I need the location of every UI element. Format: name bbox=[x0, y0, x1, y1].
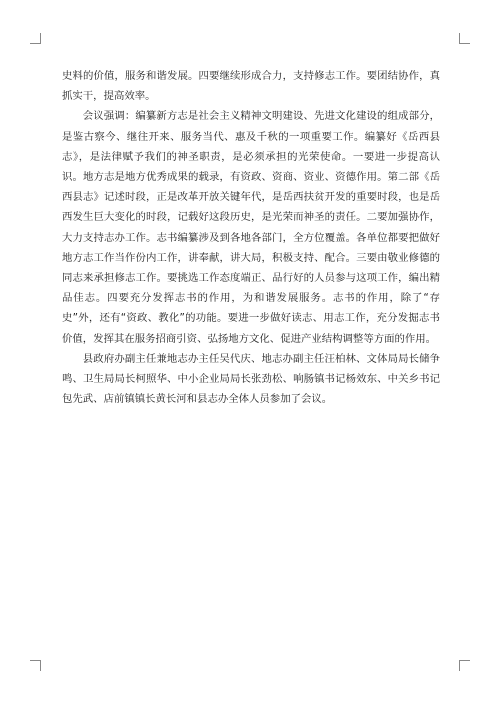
paragraph-continuation: 史料的价值，服务和谐发展。四要继续形成合力，支持修志工作。要团结协作，真抓实干，提高效率。 bbox=[62, 70, 440, 103]
crop-mark-top-left bbox=[30, 33, 41, 44]
crop-mark-bottom-right bbox=[459, 660, 470, 671]
crop-mark-top-right bbox=[459, 33, 470, 44]
crop-mark-bottom-left bbox=[30, 660, 41, 671]
paragraph-meeting-emphasis: 会议强调：编纂新方志是社会主义精神文明建设、先进文化建设的组成部分，是鉴古察今、继往开来、服务当代、惠及千秋的一项重要工作。编纂好《岳西县志》，是法律赋予我们的神圣职责，是必须承担的光荣使命。一要进一步提高认识。地方志是地方优秀成果的载录，有资政、资商、资业、资德作用。第二部《岳西县志》记述时段，正是改革开放关键年代，是岳西扶贫开发的重要时段，也是岳西发生巨大变化的时段，记载好这段历史，是光荣而神圣的责任。二要加强协作，大力支持志办工作。志书编纂涉及到各地各部门，全方位覆盖。各单位都要把做好地方志工作当作份内工作，讲奉献，讲大局，积极支持、配合。三要由敬业修德的同志来承担修志工作。要挑选工作态度端正、品行好的人员参与这项工作，编出精品佳志。四要充分发挥志书的作用，为和谐发展服务。志书的作用，除了“存史”外，还有“资政、教化”的功能。要进一步做好读志、用志工作，充分发掘志书价值，发挥其在服务招商引资、弘扬地方文化、促进产业结构调整等方面的作用。 bbox=[62, 110, 440, 345]
document-body bbox=[62, 66, 440, 409]
paragraph-attendees: 县政府办副主任兼地志办主任吴代庆、地志办副主任汪柏林、文体局局长储争鸣、卫生局局长柯照华、中小企业局局长张劲松、响肠镇书记杨效东、中关乡书记包先武、店前镇镇长黄长河和县志办全体人员参加了会议。 bbox=[62, 352, 440, 406]
